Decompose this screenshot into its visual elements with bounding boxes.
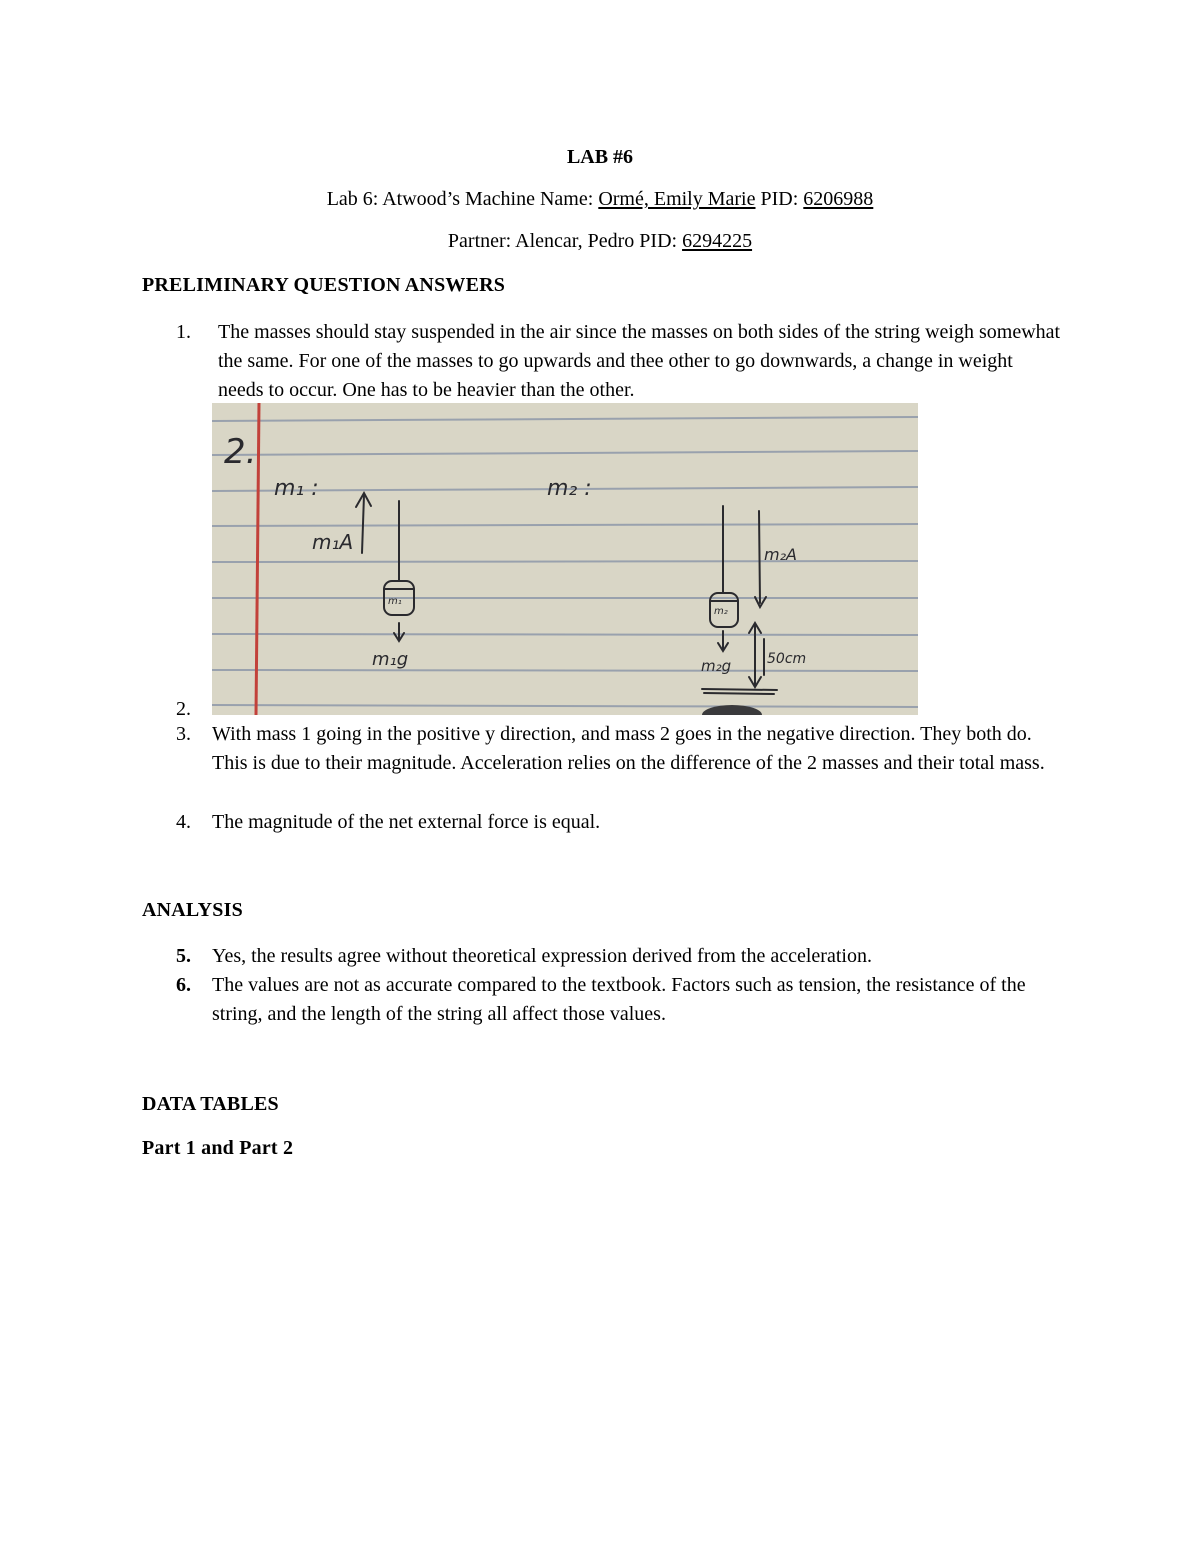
lab-title: LAB #6 — [566, 146, 634, 168]
floor-line — [702, 689, 777, 690]
m2-block-label: m₂ — [714, 606, 728, 617]
student-pid: 6206988 — [803, 188, 874, 210]
list-item — [176, 942, 1056, 971]
header-line-2 — [0, 230, 1200, 253]
list-item-number: 6. — [176, 974, 191, 996]
list-item-text: The values are not as accurate compared to the textbook. Factors such as tension, the resistance of the string, and the length of the string all affect those values. — [212, 974, 1026, 1025]
student-name: Ormé, Emily Marie — [598, 188, 756, 210]
analysis-heading: ANALYSIS — [142, 899, 243, 921]
list-item — [176, 808, 1056, 837]
preliminary-heading: PRELIMINARY QUESTION ANSWERS — [142, 274, 506, 296]
notebook-paper — [212, 403, 918, 715]
m2-accel-arrow — [759, 511, 760, 603]
data-tables-subheading: Part 1 and Part 2 — [142, 1137, 294, 1159]
list-item — [176, 720, 1056, 810]
m2-title: m₂ : — [547, 476, 592, 501]
list-item-text: The magnitude of the net external force is equal. — [212, 811, 601, 833]
m1-weight-label: m₁g — [372, 649, 409, 670]
list-item-text: The masses should stay suspended in the air since the masses on both sides of the string weigh somewhat the same. For one of the masses to go upwards and thee other to go downwards, a change in weight needs to occur. One has to be heavier than the other. — [218, 321, 1061, 401]
list-item-number: 3. — [176, 723, 191, 745]
header-line-1 — [0, 188, 1200, 211]
sketch-number-label: 2. — [224, 432, 257, 472]
partner-pid: 6294225 — [682, 230, 753, 252]
list-item-text: With mass 1 going in the positive y direction, and mass 2 goes in the negative direction. They both do. This is due to their magnitude. Acceleration relies on the difference of the 2 masses and their total mass. — [212, 723, 1045, 774]
list-item-number: 2. — [176, 698, 191, 720]
m2-accel-label: m₂A — [764, 545, 797, 564]
header-line-2-prefix: Partner: Alencar, Pedro PID: — [447, 230, 678, 252]
list-item-number: 1. — [176, 321, 191, 343]
list-item-number: 5. — [176, 945, 191, 967]
pid-label: PID: — [760, 188, 799, 210]
header-line-1-prefix: Lab 6: Atwood’s Machine Name: — [326, 188, 594, 210]
list-item — [176, 971, 1056, 1031]
m2-weight-label: m₂g — [701, 657, 732, 675]
m1-accel-label: m₁A — [312, 530, 354, 554]
m1-block-label: m₁ — [388, 596, 402, 607]
distance-label: 50cm — [767, 651, 807, 667]
atwood-machine-sketch — [212, 403, 918, 715]
data-tables-heading: DATA TABLES — [142, 1093, 279, 1115]
m1-title: m₁ : — [274, 476, 319, 501]
list-item — [176, 318, 1061, 408]
list-item-text: Yes, the results agree without theoretical expression derived from the acceleration. — [212, 945, 872, 967]
list-item-number: 4. — [176, 811, 191, 833]
